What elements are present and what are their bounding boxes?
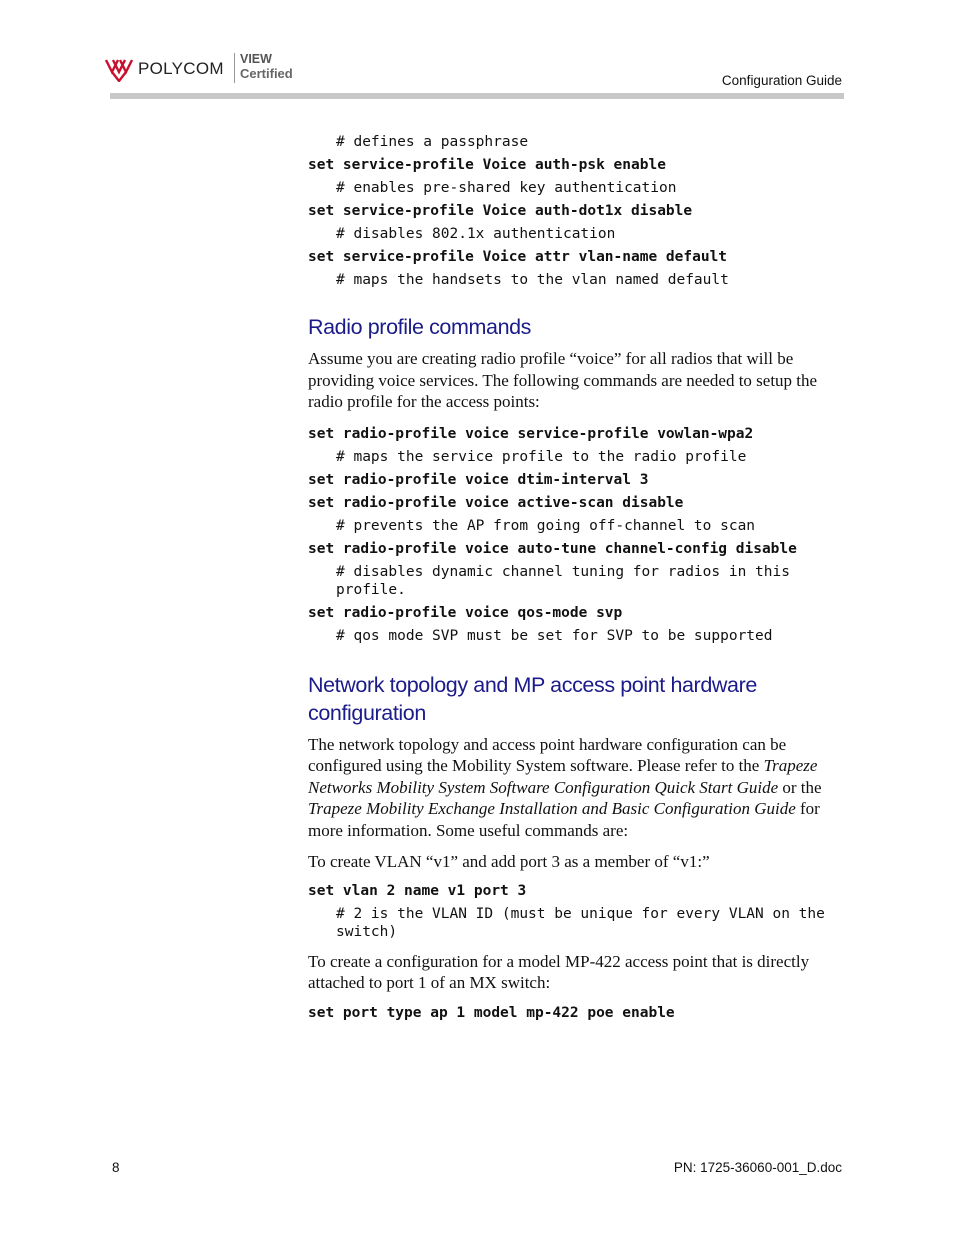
code-block-vlan <box>308 882 848 941</box>
code-command: set service-profile Voice auth-psk enable <box>308 157 666 173</box>
code-command: set radio-profile voice active-scan disable <box>308 494 684 511</box>
quick-start-guide-title: Trapeze Networks Mobility System Software Configuration Quick Start Guide <box>308 756 818 797</box>
main-content <box>308 133 848 1022</box>
code-block-service-profile <box>308 133 848 289</box>
polycom-triangle-logo-icon <box>104 52 134 82</box>
radio-intro-paragraph: Assume you are creating radio profile “voice” for all radios that will be providing voice services. The following commands are needed to setup the radio profile for the access points: <box>308 349 818 411</box>
code-command: set vlan 2 name v1 port 3 <box>308 882 527 899</box>
code-command: set service-profile Voice attr vlan-name default <box>308 249 728 265</box>
code-comment: # prevents the AP from going off-channel to scan <box>336 517 756 534</box>
section-heading-network-topology: Network topology and MP access point hardware configuration <box>308 672 757 725</box>
logo-brand-text: POLYCOM <box>138 59 224 78</box>
code-command: set radio-profile voice service-profile vowlan-wpa2 <box>308 425 754 442</box>
code-comment: # disables dynamic channel tuning for radios in this profile. <box>336 563 799 598</box>
logo-separator <box>234 53 235 83</box>
network-intro-paragraph: The network topology and access point hardware configuration can be configured using the Mobility System software. Please refer to the Trapeze Networks Mobility System Software Configuration Quick Start Guide or the Trapeze Mobility Exchange Installation and Basic Configuration Guide for more information. Some useful commands are: <box>308 734 822 840</box>
code-command: set radio-profile voice auto-tune channel-config disable <box>308 540 797 557</box>
code-command: set radio-profile voice dtim-interval 3 <box>308 471 649 488</box>
logo-badge-line2: Certified <box>240 66 293 81</box>
part-number: PN: 1725-36060-001_D.doc <box>673 1160 842 1175</box>
code-command: set radio-profile voice qos-mode svp <box>308 604 623 621</box>
polycom-logo <box>104 48 304 88</box>
vlan-paragraph: To create VLAN “v1” and add port 3 as a member of “v1:” <box>308 852 710 871</box>
code-comment: # maps the handsets to the vlan named default <box>336 272 729 288</box>
code-block-radio-profile <box>308 425 848 645</box>
mp422-paragraph: To create a configuration for a model MP-422 access point that is directly attached to port 1 of an MX switch: <box>308 951 810 992</box>
page-number: 8 <box>112 1160 120 1175</box>
code-comment: # disables 802.1x authentication <box>336 226 616 242</box>
code-command: set service-profile Voice auth-dot1x disable <box>308 203 693 219</box>
code-command: set port type ap 1 model mp-422 poe enable <box>308 1004 675 1021</box>
code-block-port <box>308 1004 848 1022</box>
code-comment: # enables pre-shared key authentication <box>336 180 677 196</box>
installation-guide-title: Trapeze Mobility Exchange Installation and Basic Configuration Guide <box>308 799 796 818</box>
code-comment: # 2 is the VLAN ID (must be unique for every VLAN on the switch) <box>336 905 834 940</box>
code-comment: # maps the service profile to the radio profile <box>336 448 747 465</box>
logo-badge-line1: VIEW <box>240 52 272 66</box>
code-comment: # defines a passphrase <box>336 134 529 150</box>
header-title: Configuration Guide <box>721 73 842 88</box>
header-rule <box>110 93 844 99</box>
code-comment: # qos mode SVP must be set for SVP to be supported <box>336 627 773 644</box>
section-heading-radio-profile: Radio profile commands <box>308 315 532 339</box>
